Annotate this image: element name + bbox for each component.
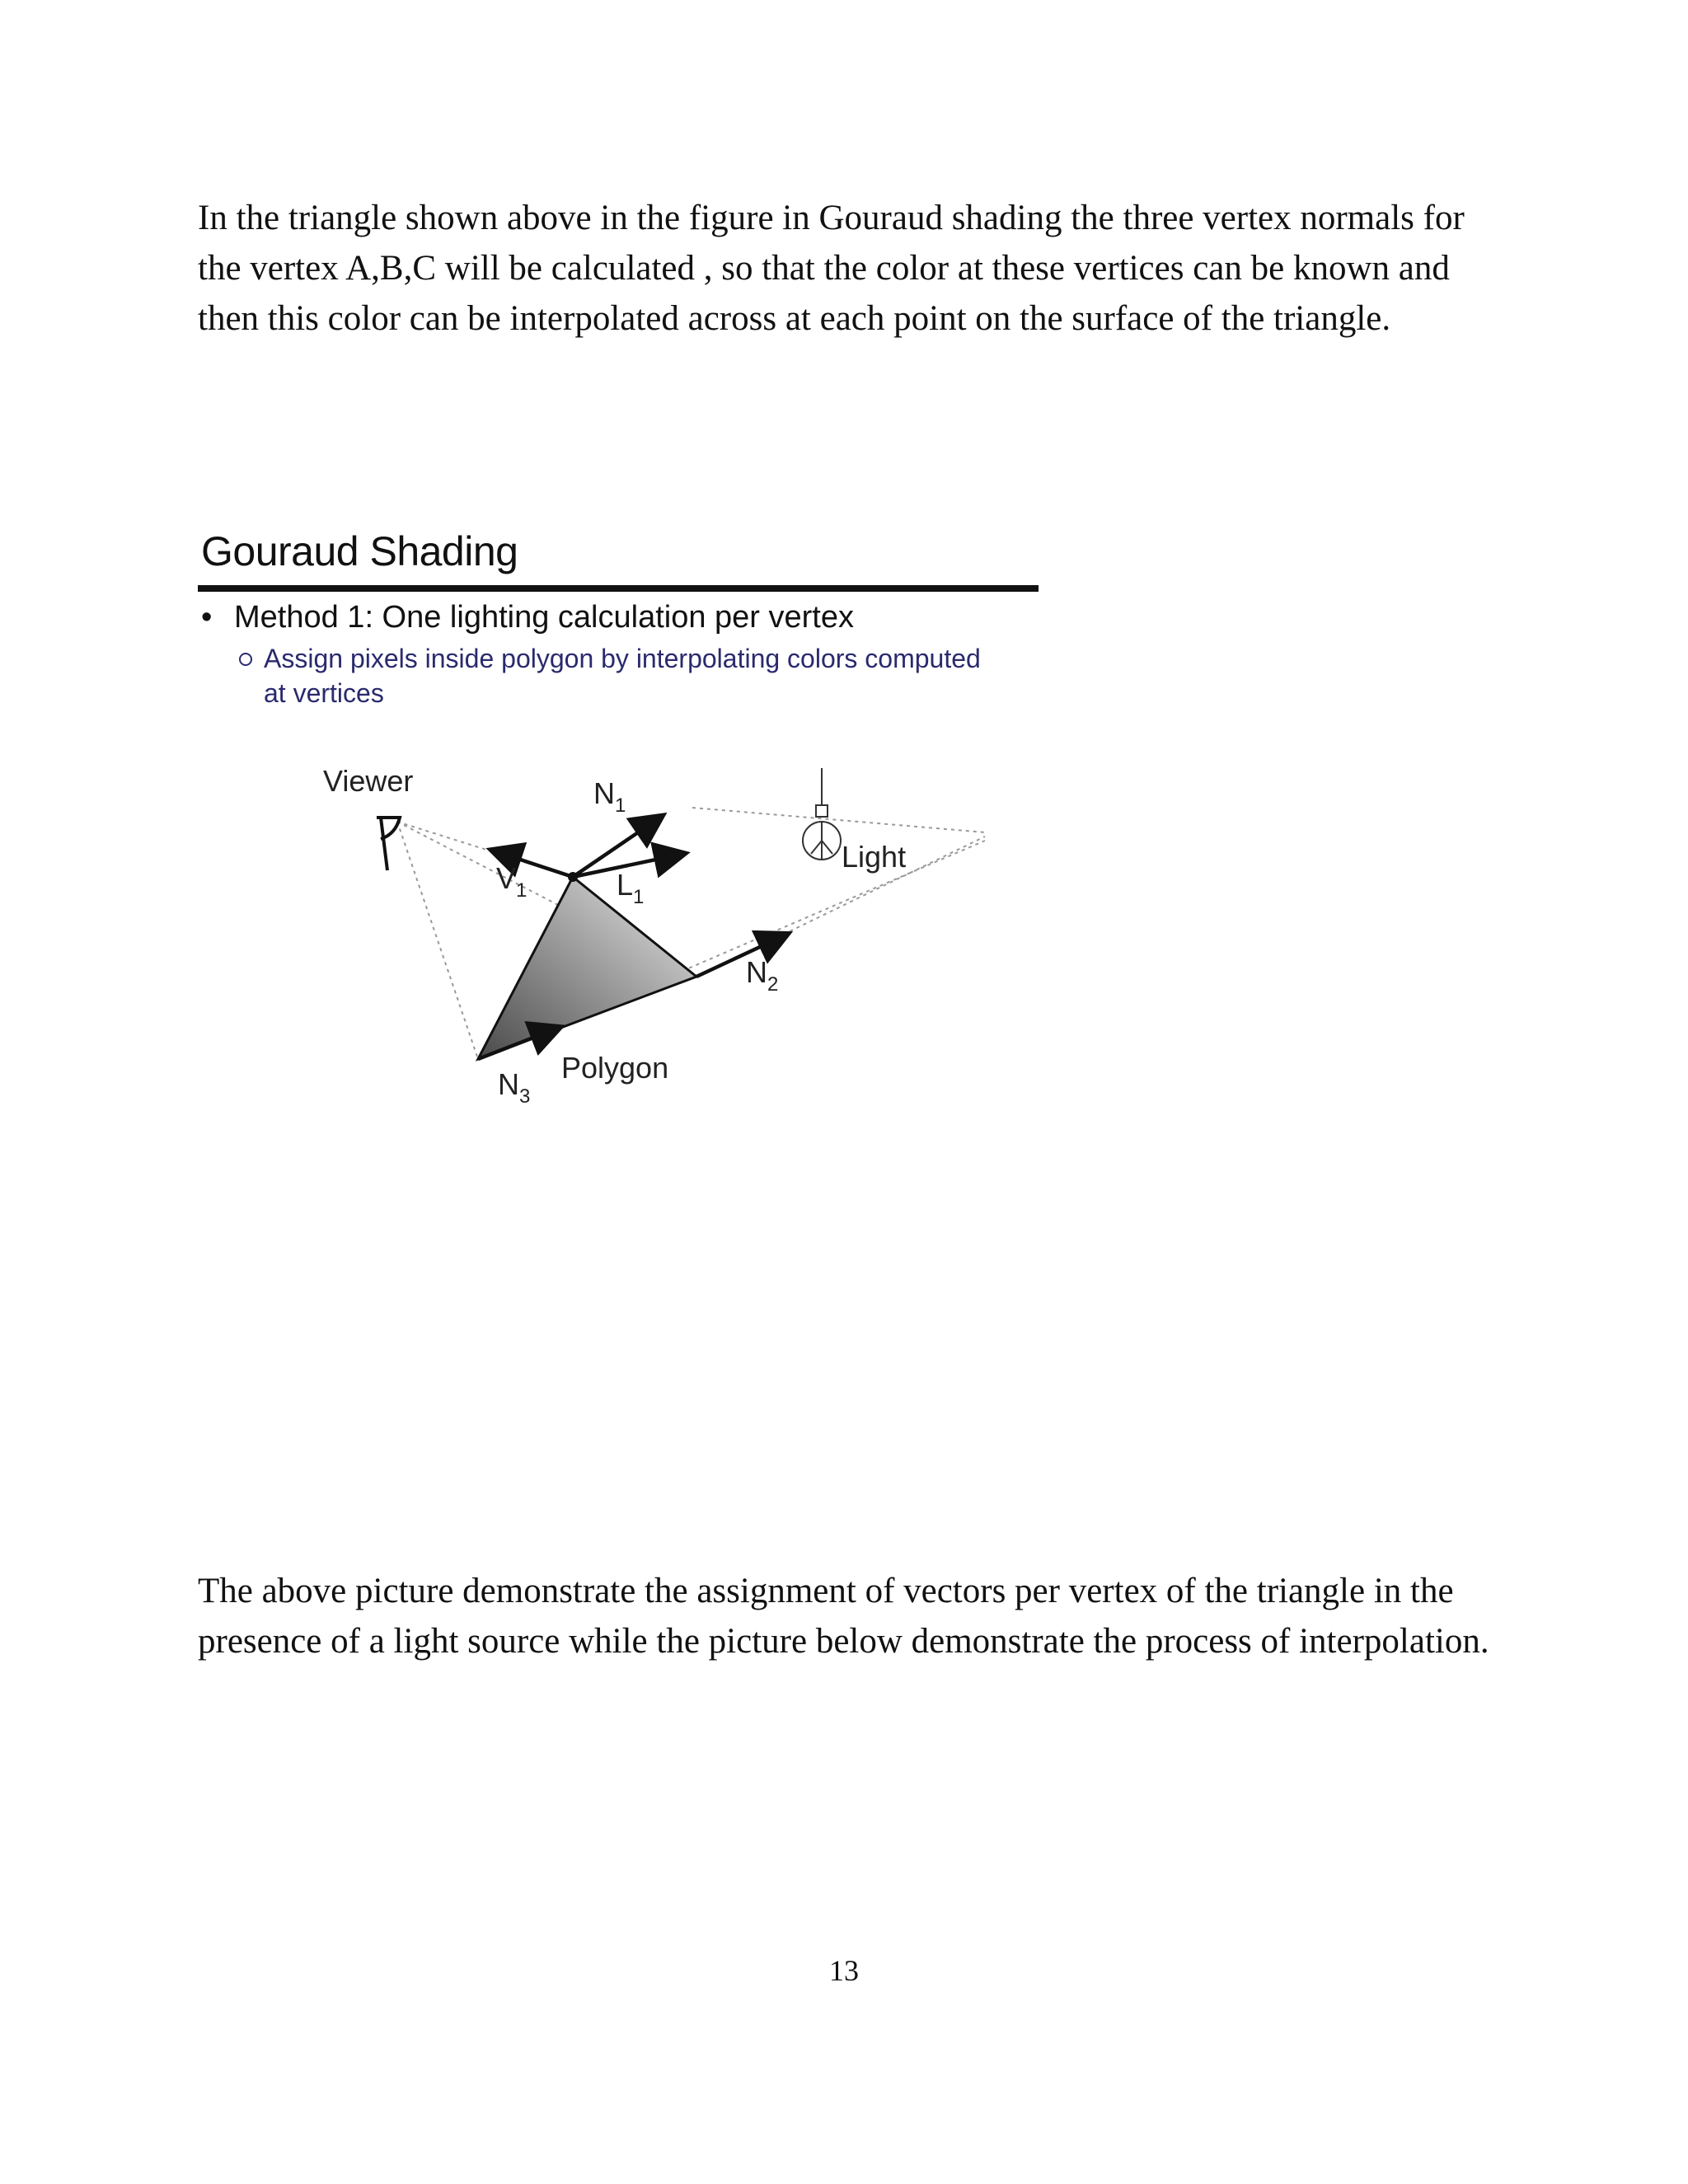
gouraud-shading-figure <box>198 527 1055 1137</box>
normal-n2-arrow <box>696 935 786 977</box>
n1-label: $N_1$ <box>593 776 626 817</box>
v1-label: $V_1$ <box>496 861 528 902</box>
light-bulb-icon <box>803 768 841 860</box>
shading-diagram <box>198 527 1055 1137</box>
sub-bullet-text: Assign pixels inside polygon by interpolating colors computed at vertices <box>264 644 981 708</box>
viewer-eye-icon <box>377 818 400 870</box>
vertex-point <box>568 872 578 882</box>
n3-label: $N_3$ <box>498 1067 531 1108</box>
light-label: Light <box>842 840 907 874</box>
figure-title: Gouraud Shading <box>201 528 518 574</box>
l1-label: $L_1$ <box>617 868 645 908</box>
page-number: 13 <box>829 1954 859 1987</box>
polygon-triangle <box>478 877 696 1059</box>
description-paragraph: The above picture demonstrate the assignment of vectors per vertex of the triangle in the presence of a light source while the picture below demonstrate the process of interpolation. <box>198 1572 1489 1661</box>
n2-label: $N_2$ <box>746 955 779 996</box>
bullet-text: Method 1: One lighting calculation per vertex <box>234 600 854 635</box>
viewer-label: Viewer <box>323 764 414 798</box>
polygon-label: Polygon <box>561 1051 669 1085</box>
intro-paragraph: In the triangle shown above in the figure in Gouraud shading the three vertex normals for the vertex A,B,C will be calculated , so that the color at these vertices can be known and then this color can be interpolated across at each point on the surface of the triangle. <box>198 199 1465 338</box>
bullet-marker: • <box>201 600 213 635</box>
